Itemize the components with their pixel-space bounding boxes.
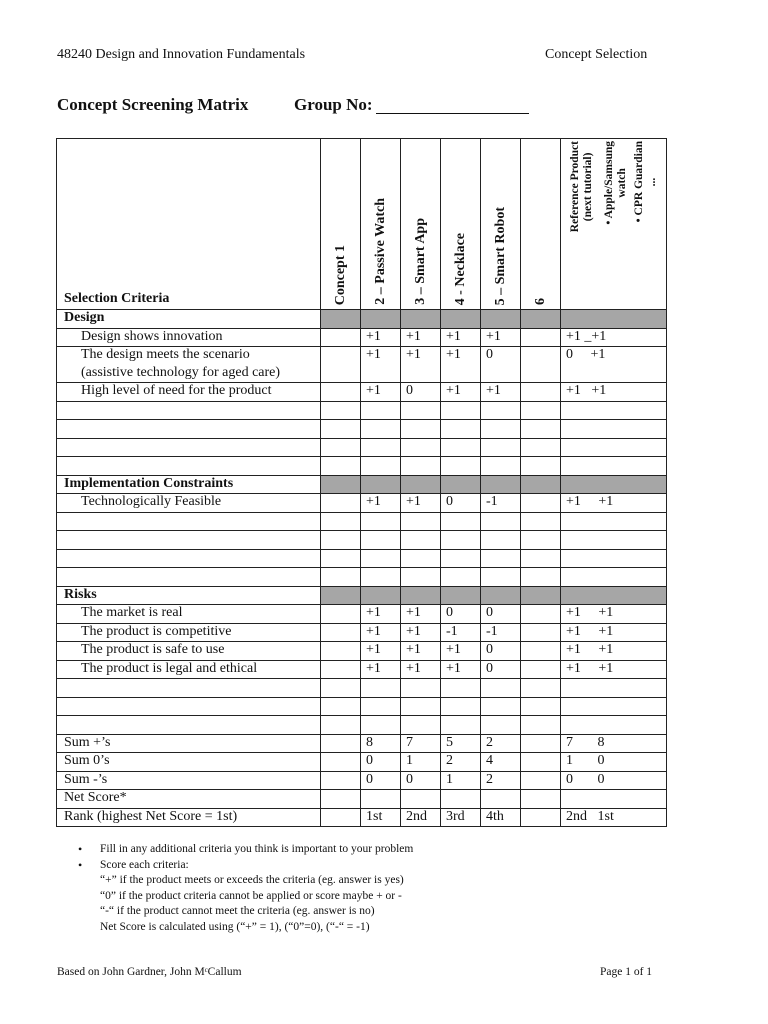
criteria-label: The design meets the scenario bbox=[57, 347, 321, 365]
score-cell[interactable]: +1 bbox=[401, 642, 441, 661]
score-cell[interactable] bbox=[321, 660, 361, 679]
score-cell[interactable] bbox=[521, 771, 561, 790]
score-cell[interactable] bbox=[521, 753, 561, 772]
score-cell[interactable] bbox=[521, 328, 561, 347]
score-cell[interactable]: 1st bbox=[361, 808, 401, 827]
section-label: Risks bbox=[57, 586, 321, 605]
score-cell[interactable]: 2 bbox=[481, 771, 521, 790]
section-title: Concept Selection bbox=[545, 47, 648, 62]
course-title: 48240 Design and Innovation Fundamentals bbox=[57, 47, 306, 62]
empty-row[interactable] bbox=[57, 401, 667, 420]
col-smart-app: 3 – Smart App bbox=[401, 139, 441, 310]
note-item: • Score each criteria: bbox=[78, 858, 413, 874]
section-label: Design bbox=[57, 310, 321, 329]
score-cell[interactable]: 4 bbox=[481, 753, 521, 772]
note-subitem: “+” if the product meets or exceeds the criteria (eg. answer is yes) bbox=[100, 874, 404, 886]
selection-criteria-header: Selection Criteria bbox=[57, 139, 321, 310]
reference-score-cell[interactable]: 2nd 1st bbox=[561, 808, 667, 827]
score-cell[interactable] bbox=[521, 605, 561, 624]
score-cell[interactable]: +1 bbox=[441, 347, 481, 365]
score-cell[interactable]: -1 bbox=[481, 623, 521, 642]
score-cell[interactable]: +1 bbox=[361, 642, 401, 661]
empty-row[interactable] bbox=[57, 716, 667, 735]
empty-row[interactable] bbox=[57, 697, 667, 716]
score-cell[interactable]: +1 bbox=[441, 642, 481, 661]
group-number-field[interactable] bbox=[376, 113, 529, 114]
reference-score-cell[interactable]: 0 +1 bbox=[561, 347, 667, 365]
score-cell[interactable]: 7 bbox=[401, 734, 441, 753]
header-row bbox=[57, 139, 667, 310]
score-cell[interactable] bbox=[521, 383, 561, 402]
sum-plus-row bbox=[57, 734, 667, 753]
sum-minus-label: Sum -’s bbox=[57, 771, 321, 790]
score-cell[interactable]: 2 bbox=[441, 753, 481, 772]
empty-row[interactable] bbox=[57, 568, 667, 587]
score-cell[interactable] bbox=[321, 494, 361, 513]
score-cell[interactable] bbox=[321, 790, 361, 809]
score-cell[interactable] bbox=[321, 347, 361, 365]
table-row bbox=[57, 494, 667, 513]
note-subitem: “0” if the product criteria cannot be applied or score maybe + or - bbox=[100, 889, 402, 902]
sum-zero-label: Sum 0’s bbox=[57, 753, 321, 772]
ref-bullet-1: • Apple/Samsung watch bbox=[602, 141, 628, 225]
score-cell[interactable]: 0 bbox=[481, 605, 521, 624]
section-row-risks bbox=[57, 586, 667, 605]
page-number: Page 1 of 1 bbox=[600, 966, 653, 978]
score-cell[interactable]: -1 bbox=[481, 494, 521, 513]
score-cell[interactable]: +1 bbox=[401, 328, 441, 347]
net-score-label: Net Score* bbox=[57, 790, 321, 809]
score-cell[interactable]: +1 bbox=[441, 383, 481, 402]
score-cell[interactable]: +1 bbox=[441, 660, 481, 679]
table-row-continued bbox=[57, 365, 667, 383]
empty-row[interactable] bbox=[57, 679, 667, 698]
score-cell[interactable] bbox=[321, 623, 361, 642]
score-cell[interactable]: 0 bbox=[441, 494, 481, 513]
col-concept-1: Concept 1 bbox=[321, 139, 361, 310]
score-cell[interactable]: 3rd bbox=[441, 808, 481, 827]
score-cell[interactable]: 1 bbox=[441, 771, 481, 790]
score-cell[interactable] bbox=[321, 605, 361, 624]
group-label: Group No: bbox=[294, 95, 373, 114]
score-cell[interactable]: +1 bbox=[361, 623, 401, 642]
score-cell[interactable]: +1 bbox=[481, 383, 521, 402]
table-row bbox=[57, 623, 667, 642]
section-label: Implementation Constraints bbox=[57, 475, 321, 494]
empty-row[interactable] bbox=[57, 549, 667, 568]
score-cell[interactable] bbox=[321, 642, 361, 661]
empty-row[interactable] bbox=[57, 512, 667, 531]
score-cell[interactable] bbox=[521, 623, 561, 642]
reference-score-cell[interactable]: +1 +1 bbox=[561, 623, 667, 642]
score-cell[interactable]: 0 bbox=[361, 771, 401, 790]
reference-score-cell[interactable]: +1 +1 bbox=[561, 383, 667, 402]
reference-score-cell[interactable] bbox=[561, 790, 667, 809]
score-cell[interactable] bbox=[321, 328, 361, 347]
score-cell[interactable] bbox=[521, 347, 561, 365]
reference-score-cell[interactable]: +1 +1 bbox=[561, 605, 667, 624]
empty-row[interactable] bbox=[57, 420, 667, 439]
rank-row bbox=[57, 808, 667, 827]
score-cell[interactable] bbox=[321, 734, 361, 753]
table-row bbox=[57, 642, 667, 661]
concept-screening-table bbox=[56, 138, 667, 827]
score-cell[interactable] bbox=[521, 808, 561, 827]
score-cell[interactable]: +1 bbox=[361, 328, 401, 347]
score-cell[interactable]: +1 bbox=[401, 623, 441, 642]
score-cell[interactable]: -1 bbox=[441, 623, 481, 642]
score-cell[interactable]: +1 bbox=[481, 328, 521, 347]
criteria-label-continued: (assistive technology for aged care) bbox=[57, 365, 321, 383]
score-cell[interactable] bbox=[321, 808, 361, 827]
instructions-notes bbox=[78, 842, 413, 935]
score-cell[interactable]: +1 bbox=[361, 605, 401, 624]
score-cell[interactable]: +1 bbox=[401, 347, 441, 365]
empty-row[interactable] bbox=[57, 531, 667, 550]
score-cell[interactable] bbox=[401, 790, 441, 809]
footer-credit: Based on John Gardner, John MᶜCallum bbox=[57, 966, 242, 978]
score-cell[interactable] bbox=[521, 790, 561, 809]
reference-score-cell[interactable]: +1 +1 bbox=[561, 494, 667, 513]
score-cell[interactable]: +1 bbox=[401, 605, 441, 624]
score-cell[interactable]: 0 bbox=[481, 660, 521, 679]
score-cell[interactable] bbox=[521, 734, 561, 753]
col-6: 6 bbox=[521, 139, 561, 310]
col-passive-watch: 2 – Passive Watch bbox=[361, 139, 401, 310]
reference-score-cell[interactable]: +1 +1 bbox=[561, 660, 667, 679]
table-row bbox=[57, 605, 667, 624]
score-cell[interactable]: +1 bbox=[361, 347, 401, 365]
score-cell[interactable] bbox=[521, 660, 561, 679]
score-cell[interactable]: +1 bbox=[401, 660, 441, 679]
table-row bbox=[57, 347, 667, 365]
table-row bbox=[57, 660, 667, 679]
section-row-design bbox=[57, 310, 667, 329]
score-cell[interactable]: 0 bbox=[361, 753, 401, 772]
score-cell[interactable] bbox=[321, 383, 361, 402]
note-subitem: “-“ if the product cannot meet the criteria (eg. answer is no) bbox=[100, 905, 375, 917]
col-necklace: 4 - Necklace bbox=[441, 139, 481, 310]
reference-score-cell[interactable]: 7 8 bbox=[561, 734, 667, 753]
note-subitem: Net Score is calculated using (“+” = 1), (“0”=0), (“-“ = -1) bbox=[100, 920, 370, 933]
note-item: • Fill in any additional criteria you think is important to your problem bbox=[78, 842, 413, 858]
score-cell[interactable] bbox=[521, 494, 561, 513]
criteria-label: Technologically Feasible bbox=[57, 494, 321, 513]
rank-label: Rank (highest Net Score = 1st) bbox=[57, 808, 321, 827]
reference-score-cell[interactable]: +1 _+1 bbox=[561, 328, 667, 347]
page-title: Concept Screening Matrix bbox=[57, 95, 249, 114]
table-row bbox=[57, 328, 667, 347]
score-cell[interactable]: 5 bbox=[441, 734, 481, 753]
empty-row[interactable] bbox=[57, 438, 667, 457]
score-cell[interactable]: +1 bbox=[361, 660, 401, 679]
score-cell[interactable] bbox=[441, 790, 481, 809]
score-cell[interactable]: +1 bbox=[401, 494, 441, 513]
col-smart-robot: 5 – Smart Robot bbox=[481, 139, 521, 310]
sum-plus-label: Sum +’s bbox=[57, 734, 321, 753]
section-row-implementation bbox=[57, 475, 667, 494]
score-cell[interactable]: 0 bbox=[401, 771, 441, 790]
score-cell[interactable] bbox=[481, 790, 521, 809]
score-cell[interactable] bbox=[361, 790, 401, 809]
score-cell[interactable]: 2nd bbox=[401, 808, 441, 827]
score-cell[interactable]: 8 bbox=[361, 734, 401, 753]
reference-score-cell[interactable]: 0 0 bbox=[561, 771, 667, 790]
reference-score-cell[interactable]: +1 +1 bbox=[561, 642, 667, 661]
score-cell[interactable]: +1 bbox=[361, 383, 401, 402]
score-cell[interactable]: +1 bbox=[441, 328, 481, 347]
score-cell[interactable]: 0 bbox=[441, 605, 481, 624]
empty-row[interactable] bbox=[57, 457, 667, 476]
criteria-label: The market is real bbox=[57, 605, 321, 624]
score-cell[interactable]: 0 bbox=[481, 642, 521, 661]
sum-minus-row bbox=[57, 771, 667, 790]
score-cell[interactable]: 2 bbox=[481, 734, 521, 753]
score-cell[interactable]: 0 bbox=[401, 383, 441, 402]
table-row bbox=[57, 383, 667, 402]
criteria-label: The product is competitive bbox=[57, 623, 321, 642]
net-score-row bbox=[57, 790, 667, 809]
score-cell[interactable] bbox=[321, 771, 361, 790]
score-cell[interactable]: 1 bbox=[401, 753, 441, 772]
score-cell[interactable] bbox=[321, 753, 361, 772]
sum-zero-row bbox=[57, 753, 667, 772]
col-reference-product bbox=[561, 139, 667, 310]
score-cell[interactable]: +1 bbox=[361, 494, 401, 513]
criteria-label: The product is safe to use bbox=[57, 642, 321, 661]
ref-bullet-2: • CPR Guardian ... bbox=[632, 141, 658, 223]
criteria-label: High level of need for the product bbox=[57, 383, 321, 402]
score-cell[interactable]: 0 bbox=[481, 347, 521, 365]
score-cell[interactable] bbox=[521, 642, 561, 661]
criteria-label: The product is legal and ethical bbox=[57, 660, 321, 679]
score-cell[interactable]: 4th bbox=[481, 808, 521, 827]
criteria-label: Design shows innovation bbox=[57, 328, 321, 347]
reference-score-cell[interactable]: 1 0 bbox=[561, 753, 667, 772]
ref-title: Reference Product (next tutorial) bbox=[568, 141, 594, 233]
